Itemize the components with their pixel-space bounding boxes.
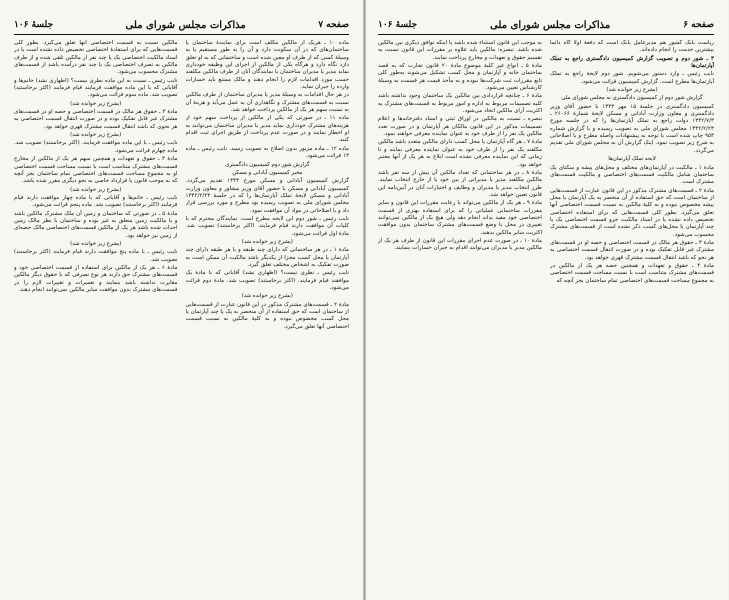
paragraph: نایب رئیس ـ نظری نیست؟ (اظهاری نشد) آقایانی که با مادهٔ یک موافقند قیام فرمایند. (اکثر برخاستند) تصویب شد. مادهٔ دوم قرائت می‌شود.: [185, 270, 349, 291]
paragraph: نایب رئیس ـ وارد دستور می‌شویم. شور دوم لایحهٔ راجع به تملک آپارتمان‌ها مطرح است. گزارش کمیسیون قرائت می‌شود.: [550, 71, 714, 85]
paragraph: نایب رئیس ـ با ماده پنج موافقت دارند قیام فرمایند (اکثر برخاستند) تصویب شد.: [14, 249, 178, 263]
paragraph: نایب رئیس ـ نسبت به این ماده نظری نیست؟ (اظهاری نشد) خانم‌ها و آقایانی که با این ماده موافقت فرمایند قیام فرمایند (اکثر برخاستند) تصویب شد. ماده سوم قرائت می‌شود.: [14, 77, 178, 99]
column-left: [14, 40, 178, 590]
paragraph: مادهٔ ۷ ـ هر گاه آپارتمان یا محل کسب دارای مالکین متعدد باشد مالکین مکلفند یک نفر را از طرف خود به عنوان نماینده معرفی نمایند و تا زمانی که این نماینده معرفی نشده است ابلاغ به هر یک از آنها معتبر خواهد بود.: [378, 139, 542, 168]
centered-note: (بشرح زیر خوانده شد): [70, 100, 122, 107]
centered-note: لایحه تملک آپارتمان‌ها: [608, 156, 656, 163]
paragraph: مادهٔ ۱ ـ در هر ساختمانی که دارای چند طبقه و یا هر طبقه دارای چند آپارتمان یا محل کسب مجزا از یکدیگر باشد مالکیت آن ممکن است به صورت تفکیک به اشخاص مختلف تعلق گیرد.: [185, 247, 349, 268]
page-number: صفحه ۶: [683, 20, 714, 30]
paragraph: مادهٔ ۳ ـ حقوق هر مالک در قسمت اختصاصی و حصه او در قسمت‌های مشترک غیر قابل تفکیک بوده و در صورت انتقال قسمت اختصاصی به هر نحوی که باشد انتقال قسمت مشترک قهری خواهد بود.: [14, 109, 178, 130]
journal-title: مذاکرات مجلس شورای ملی: [125, 19, 246, 31]
text-columns: [14, 40, 349, 590]
centered-note: (بشرح زیر خوانده شد): [241, 238, 293, 245]
section-heading: ۳ ـ شور دوم و تصویب گزارش کمیسیون دادگستری راجع به تملک آپارتمان‌ها: [550, 55, 714, 70]
page-header: [14, 18, 349, 35]
page-number: صفحه ۷: [318, 20, 349, 30]
column-left: [378, 40, 542, 590]
journal-title: مذاکرات مجلس شورای ملی: [490, 19, 611, 31]
page-6: [364, 0, 728, 600]
paragraph: در هر حال اقدامات به وسیلهٔ مدیر یا مدیران ساختمان از طرف مالکین نسبت به قسمت‌های مشترک و نگاهداری آن به عمل می‌آید و هزینهٔ آن به نسبت سهم هر یک از مالکین پرداخت خواهد شد.: [185, 92, 349, 114]
paragraph: ماده ۱۱ ـ در صورتی که یکی از مالکین از پرداخت سهم خود از هزینه‌های مشترک خودداری نماید مدیر یا مدیران ساختمان می‌توانند به او اخطار نمایند و در صورت عدم پرداخت از طریق اجرای ثبت اقدام کنند.: [185, 115, 349, 144]
paragraph: مادهٔ ۲ ـ قسمت‌های مشترک مذکور در این قانون عبارت از قسمت‌هایی از ساختمان است که حق استفاده از آن منحصر به یک آپارتمان یا محل پیشه مخصوص نبوده و به کلیهٔ مالکین به نسبت قسمت اختصاصی آنها تعلق می‌گیرد. بطور کلی قسمت‌هایی که برای استفاده اختصاصی تخصیص داده نشده یا در اسناد مالکیت جزو قسمت اختصاصی یک یا چند آپارتمان یا محل‌های کسب ذکر نشده است از قسمت‌های مشترک محسوب می‌شود.: [550, 187, 714, 238]
column-right: [186, 40, 350, 590]
centered-note: گزارش شور دوم کمیسیون دادگستری: [225, 161, 310, 168]
centered-note: (بشرح زیر خوانده شد): [606, 87, 658, 94]
paragraph: مادهٔ ۶ ـ چنانچه قراردادی بین مالکین یک ساختمان وجود نداشته باشد کلیه تصمیمات مربوط به اداره و امور مربوط به قسمت‌های مشترک به اکثریت آرای مالکین اتخاذ می‌شود.: [378, 93, 542, 115]
paragraph: مادهٔ ۴ ـ حقوق و تعهدات و همچنین حصه هر یک از مالکین در قسمت‌های مشترک متناسب است با نسبت مساحت قسمت اختصاصی به مجموع مساحت قسمت‌های اختصاصی تمام ساختمان بجز آنچه که: [550, 262, 714, 284]
paragraph: تبصره ـ نسبت به مالکین در اوراق ثبتی و اسناد دفترخانه‌ها و اعلام تصمیمات مذکور در این قانون مالکان هر آپارتمان و در صورت تعدد مالکین یک نفر را از طرف خود به عنوان نماینده معرفی خواهند نمود.: [378, 116, 542, 138]
column-right: [550, 40, 714, 590]
book-gutter: [363, 0, 366, 600]
paragraph: مادهٔ ۳ ـ حقوق هر مالک در قسمت اختصاصی و حصه او در قسمت‌های مشترک غیر قابل تفکیک بوده و در صورت انتقال قسمت اختصاصی به هر نحو که باشد انتقال قسمت مشترک قهری خواهد بود.: [550, 239, 714, 261]
paragraph: گزارش کمیسیون آبادانی و مسکن مورخ ۱۳۴۳ تقدیم می‌گردد. کمیسیون آبادانی و مسکن با حضور آقای وزیر مشاور و معاون وزارت آبادانی و مسکن لایحهٔ تملک آپارتمان‌ها را که در جلسهٔ ۱۳۴۲/۲/۲۳ مجلس شورای ملی به تصویب رسیده بود مطرح و مورد بررسی قرار داد و با اصلاحاتی در مواد آن موافقت نمود.: [185, 178, 349, 214]
paragraph: مادهٔ ۵ ـ در صورتی که ساختمان و زمین آن ملک مشترک مالکین باشد و یا مالکیت زمین متعلق به غیر بوده و ساختمان با نظر مالک زمین احداث شده باشد هر یک از مالکین قسمت‌های اختصاصی مالک حصه‌ای از زمین نیز خواهد بود.: [14, 210, 178, 239]
paragraph: مالکین نسبت به قسمت اختصاصی آنها تعلق می‌گیرد. بطور کلی قسمت‌هایی که برای استفادهٔ اختصاصی تخصیص داده نشده است یا در اسناد مالکیت اختصاصی یک یا چند نفر از مالکین تلقی شده و از طرف مالکین به تصرف اختصاصی یک یا چند نفر درآمده باشد از قسمت‌های مشترک محسوب می‌شود.: [14, 40, 178, 76]
page-header: [378, 18, 714, 35]
paragraph: نایب رئیس ـ با این ماده موافقت فرمایند. (اکثر برخاستند) تصویب شد. ماده چهارم قرائت می‌شود.: [14, 140, 178, 154]
paragraph: مادهٔ ۴ ـ حقوق و تعهدات و همچنین سهم هر یک از مالکین از مخارج قسمت‌های مشترک متناسب است با نسبت مساحت قسمت اختصاصی او به مجموع مساحت قسمت‌های اختصاصی تمام ساختمان بجز آنچه که به موجب قانون یا قرارداد خاصی به نحو دیگری مقرر شده باشد.: [14, 156, 178, 185]
paragraph: ریاست بانک کشور هم مدیرعامل بانک است که دفعهٔ اولاً گاه دائماً بیشترین خدمت را انجام داده‌اند.: [550, 40, 714, 54]
session-number: جلسهٔ ۱۰۶: [378, 20, 418, 30]
text-columns: [378, 40, 714, 590]
paragraph: نایب رئیس ـ خانم‌ها و آقایانی که با ماده چهار موافقت دارند قیام فرمایند (اکثر برخاستند) تصویب شد. ماده پنجم قرائت می‌شود.: [14, 194, 178, 209]
page-7: [0, 0, 364, 600]
paragraph: کمیسیون دادگستری در جلسهٔ ۱۵ مهر ۱۳۴۳ با حضور آقای وزیر دادگستری و معاون وزارت آبادانی و مسکن لایحهٔ شمارهٔ ۲۶۰۶۶ ـ ۱۳۴۲/۷/۳ دولت راجع به تملک آپارتمان‌ها را که در جلسه مورخ ۱۳۴۲/۲/۲۳ مجلس شورای ملی به تصویب رسیده و با گزارش شماره ۹۵۳ چاپ شده است با توجه به پیشنهادات واصله مطرح و با اصلاحاتی به شرح زیر تصویب نمود. اینک گزارش آن به مجلس شورای ملی تقدیم می‌گردد.: [550, 103, 714, 154]
centered-note: (بشرح زیر خوانده شد): [70, 186, 122, 193]
paragraph: مادهٔ ۱۰ ـ در صورت عدم اجرای مقررات این قانون از طرف هر یک از مالکین مدیر یا مدیران می‌توانند اقدام به جبران خسارات بنمایند.: [378, 237, 542, 252]
paragraph: به موجب این قانون استثناء شده باشد یا اینکه توافق دیگری بین مالکین شده باشد. تبصره: مالکین باید علاوه بر مقررات این قانون نسبت به تقسیم حقوق و تعهدات و مخارج پرداخت نمایند.: [378, 40, 542, 61]
centered-note: (بشرح زیر خوانده شد): [241, 293, 293, 300]
paragraph: مادهٔ ۹ ـ هر یک از مالکین می‌تواند با رعایت مقررات این قانون و سایر مقررات ساختمانی عملیاتی را که برای استفاده بهتری از قسمت اختصاصی خود مفید بداند انجام دهد ولی هیچ یک از مالکین نمی‌توانند تغییری در محل یا وضع قسمت‌های مشترک ساختمان بدون موافقت اکثریت سایر مالکین بدهند.: [378, 200, 542, 236]
paragraph: مادهٔ ۱ ـ مالکیت در آپارتمان‌های مختلف و محل‌های پیشه و سکنای یک ساختمان شامل مالکیت قسمت‌های اختصاصی و مالکیت قسمت‌های مشترک است.: [550, 164, 714, 186]
paragraph: نایب رئیس ـ شور دوم این لایحه مطرح است. نمایندگان محترم که با کلیات آن موافقت دارند قیام فرمایند. (اکثر برخاستند) تصویب شد. مادهٔ اول قرائت می‌شود.: [185, 215, 349, 237]
centered-note: گزارش شور دوم از کمیسیون دادگستری به مجلس شورای ملی: [561, 95, 703, 102]
centered-note: (بشرح زیر خوانده شد): [70, 240, 122, 247]
paragraph: مادهٔ ۸ ـ در هر ساختمانی که تعداد مالکین آن بیش از سه نفر باشد مالکین مکلفند مدیر یا مدیرانی از بین خود یا از خارج انتخاب نمایند. طرز انتخاب مدیر یا مدیران و وظایف و اختیارات آنان در آیین‌نامه این قانون تعیین خواهد شد.: [378, 169, 542, 198]
paragraph: ماده ۱۲ ـ ماده مزبور بدون اصلاح به تصویب رسید. نایب رئیس ـ ماده ۱۳ قرائت می‌شود.: [185, 145, 349, 160]
centered-note: مخبر کمیسیون آبادانی و مسکن: [232, 169, 303, 176]
centered-note: (بشرح زیر خوانده شد): [70, 132, 122, 139]
paragraph: مادهٔ ۲ ـ قسمت‌های مشترک مذکور در این قانون عبارت از قسمت‌هایی از ساختمان است که حق استفاده از آن منحصر به یک یا چند آپارتمان یا محل کسب مخصوص نبوده و به کلیهٔ مالکین به نسبت قسمت اختصاصی آنها تعلق می‌گیرد.: [185, 301, 349, 330]
paragraph: مادهٔ ۵ ـ انواع غیر کلیهٔ موضوع مادهٔ ۲۰ قانون تجارت که به قصد ساختمان خانه و آپارتمان و محل کسب تشکیل می‌شوند به‌طور کلی تابع مقررات ثبت شرکت‌ها نبوده و به مأخذ قیمت هر قسمت به وسیلهٔ کارشناس تعیین می‌شود.: [378, 63, 542, 92]
paragraph: ماده ۱۰ ـ هریک از مالکین مکلف است برای نمایندهٔ ساختمان یا ساختمان‌های که در آن سکونت دارد و آن را به طور مستقیم یا به وسیلهٔ کسی که از طرف او معین شده است و ساختمانی که به او تعلق دارد نگاه دارد و هرگاه یکی از مالکین از اجرای این وظیفه خودداری نماید مدیر یا مدیران ساختمان یا نمایندگان آنان از طرف مالکین مکلفند حسب مورد اقدامات لازم را انجام دهند و مالک ممتنع باید خسارات وارده را جبران نماید.: [185, 40, 349, 91]
paragraph: مادهٔ ۶ ـ هر یک از مالکین برای استفاده از قسمت اختصاصی خود و قسمت‌های مشترک حق دارند هر نوع تصرفی که با حقوق دیگر مالکین مغایرت نداشته باشد بنمایند و تعمیرات و تغییرات لازم را در قسمت‌های مشترک بدون موافقت سایر مالکین نمی‌توانند انجام دهند.: [14, 264, 178, 293]
session-number: جلسهٔ ۱۰۶: [14, 20, 54, 30]
